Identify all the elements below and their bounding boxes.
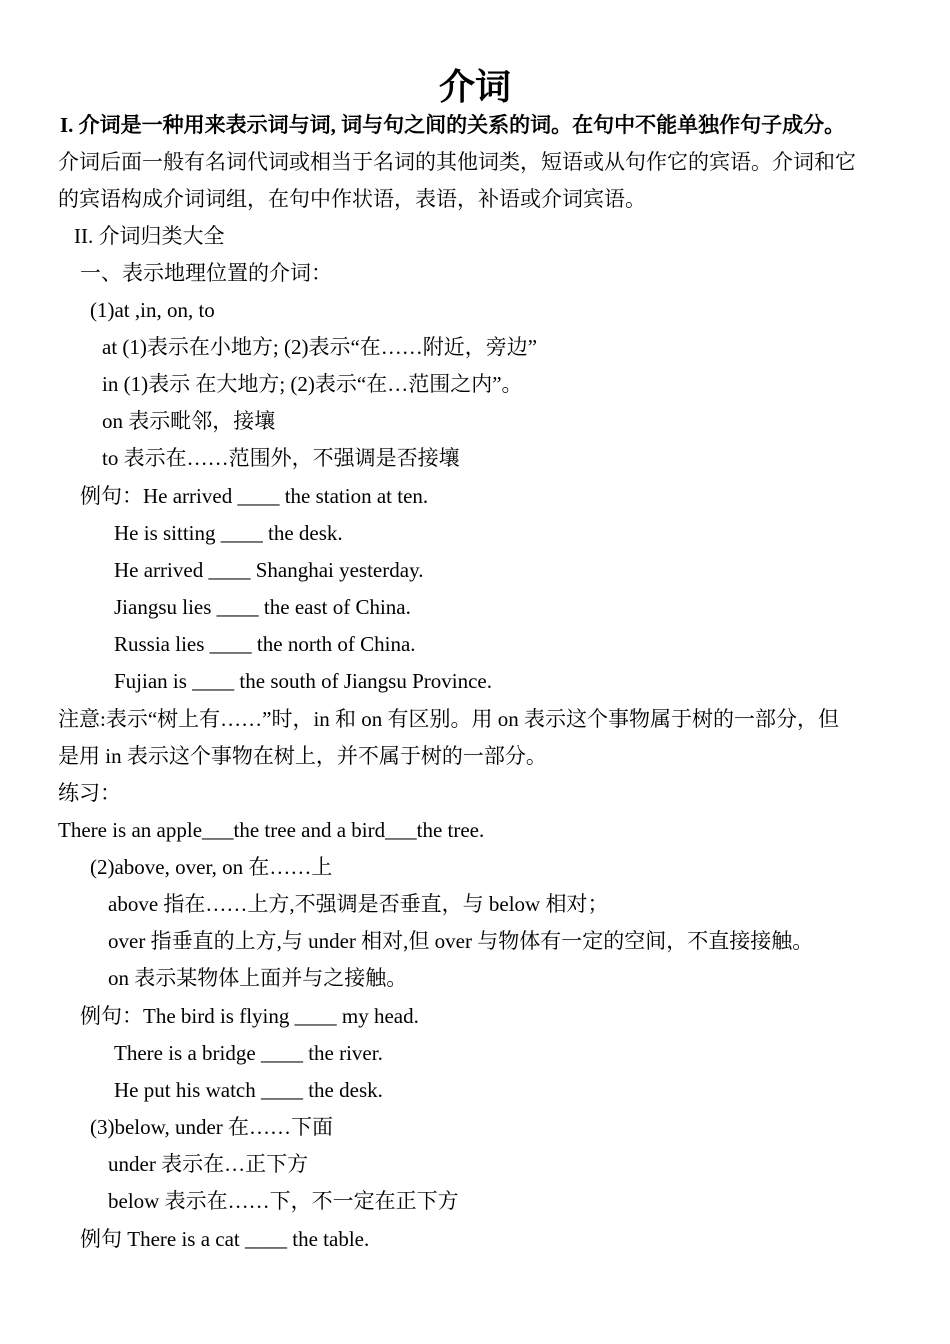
- definition-below: below 表示在……下，不一定在正下方: [108, 1189, 459, 1213]
- definition-above: above 指在……上方,不强调是否垂直，与 below 相对；: [108, 892, 609, 916]
- example-line: 例句：The bird is flying ____ my head.: [80, 1004, 419, 1028]
- page-title: 介词: [438, 66, 511, 108]
- intro-line-1: I. 介词是一种用来表示词与词, 词与句之间的关系的词。在句中不能单独作句子成分。: [60, 113, 846, 137]
- example-line: 例句：He arrived ____ the station at ten.: [80, 484, 429, 508]
- example-line: Russia lies ____ the north of China.: [114, 632, 416, 656]
- item-heading-2: (2)above, over, on 在……上: [90, 855, 333, 879]
- definition-in: in (1)表示 在大地方; (2)表示“在…范围之内”。: [102, 372, 523, 396]
- note-line-1: 注意:表示“树上有……”时，in 和 on 有区别。用 on 表示这个事物属于树的一部分，但: [58, 707, 840, 731]
- exercise-line: There is an apple___the tree and a bird___the tree.: [58, 818, 485, 842]
- example-line: He put his watch ____ the desk.: [114, 1078, 383, 1102]
- exercise-label: 练习：: [58, 781, 121, 805]
- intro-line-3: 的宾语构成介词词组，在句中作状语，表语，补语或介词宾语。: [58, 187, 646, 211]
- definition-to: to 表示在……范围外，不强调是否接壤: [102, 446, 460, 470]
- item-heading-3: (3)below, under 在……下面: [90, 1115, 334, 1139]
- definition-at: at (1)表示在小地方; (2)表示“在……附近，旁边”: [102, 335, 538, 359]
- example-line: There is a bridge ____ the river.: [114, 1041, 383, 1065]
- example-line: He arrived ____ Shanghai yesterday.: [114, 558, 424, 582]
- definition-on-contact: on 表示某物体上面并与之接触。: [108, 966, 408, 990]
- example-line: Jiangsu lies ____ the east of China.: [114, 595, 411, 619]
- example-line: 例句 There is a cat ____ the table.: [80, 1227, 370, 1251]
- definition-over: over 指垂直的上方,与 under 相对,但 over 与物体有一定的空间，不直接接触。: [108, 929, 814, 953]
- example-line: He is sitting ____ the desk.: [114, 521, 343, 545]
- section-heading-2: II. 介词归类大全: [74, 224, 225, 248]
- example-line: Fujian is ____ the south of Jiangsu Province.: [114, 669, 492, 693]
- subsection-heading-1: 一、表示地理位置的介词：: [80, 261, 332, 285]
- definition-under: under 表示在…正下方: [108, 1152, 309, 1176]
- intro-line-2: 介词后面一般有名词代词或相当于名词的其他词类，短语或从句作它的宾语。介词和它: [58, 150, 856, 174]
- note-line-2: 是用 in 表示这个事物在树上，并不属于树的一部分。: [58, 744, 547, 768]
- item-heading-1: (1)at ,in, on, to: [90, 298, 215, 322]
- definition-on: on 表示毗邻，接壤: [102, 409, 276, 433]
